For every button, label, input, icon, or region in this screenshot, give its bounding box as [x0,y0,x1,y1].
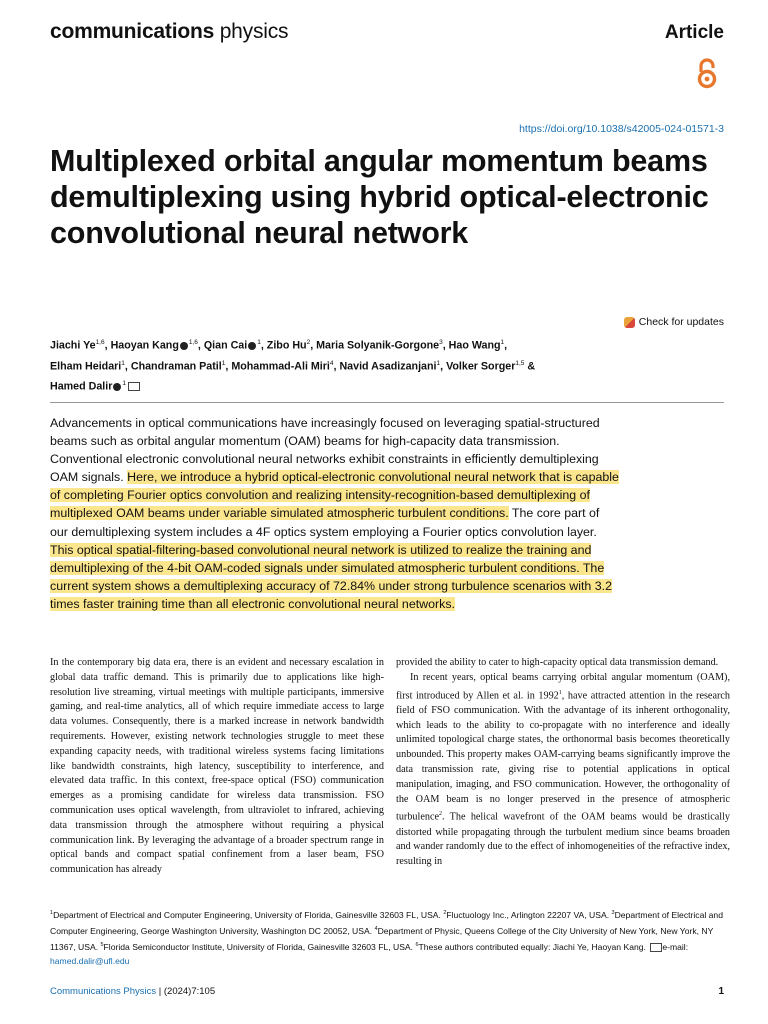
body-column-left [50,656,384,878]
author-name[interactable]: Qian Cai [203,339,248,352]
author-affiliation: 1,6 [95,339,105,346]
footer-citation: Communications Physics | (2024)7:105 [50,986,216,997]
citation-ref[interactable]: 1 [558,689,562,696]
author-name[interactable]: Navid Asadizanjani [339,360,437,373]
author-list: Jiachi Ye$^{1,6}$, Haoyan Kang $^{1,6}$, Qian Cai $^1$, Zibo Hu$^2$, Maria Solyanik-Gorgone$^3$, Hao Wang$^1$, Elham Heidari$^1$, Chandraman Patil$^1$, Mohammad-Ali Miri$^4$, Navid Asadizanjani$^1$, Volker Sorger$^{1,5}$ & Hamed Dalir $^1$ [50,339,536,393]
body-paragraph: provided the ability to cater to high-capacity optical data transmission demand. [396,657,719,668]
author-affiliation: 2 [306,339,311,346]
affiliations-footnote: $^1$Department of Electrical and Computer Engineering, University of Florida, Gainesville 32603 FL, USA. $^2$Fluctuology Inc., Arlington 22207 VA, USA. $^3$Department of Electrical and Computer Engineering, George Washington University, Washington DC 20052, USA. $^4$Department of Physic, Queens College of the City University of New York, New York, NY 11367, USA. $^5$Florida Semiconductor Institute, University of Florida, Gainesville 32603 FL, USA. $^6$These authors contributed equally: Jiachi Ye, Haoyan Kang. e-mail: hamed.dalir@ufl.edu [50,909,723,966]
body-paragraph: In recent years, optical beams carrying orbital angular momentum (OAM), first introduced by Allen et al. in 1992$^1$, have attracted attention in the research field of FSO communication. With the advantage of its inherent orthogonality, which leads to the ability to co-propagate with no interference and ideally unlimited topological charge states, the orthonormal basis becomes theoretically unbounded. This property makes OAM-carrying beams significantly improve the data transmission rate, giving rise to potential applications in optical manipulation, imaging, and FSO communication. However, the orthogonality of the OAM beam is no longer preserved in the presence of atmospheric turbulence$^2$. The helical wavefront of the OAM beams would be drastically distorted while propagating through the turbulent medium since beams broaden and wander randomly due to the effect of inhomogeneities of the refractive index, resulting in [396,671,730,868]
article-type-label: Article [664,22,724,43]
author-affiliation: 3 [439,339,443,346]
divider [50,402,724,403]
author-name[interactable]: Jiachi Ye [50,339,96,352]
abstract [50,414,620,613]
author-affiliation: 1 [257,339,261,346]
abstract-text: Advancements in optical communications have increasingly focused on leveraging spatial-structured beams such as orbital angular momentum (OAM) beams for high-capacity data transmission. Conventional electronic convolutional neural networks exhibit constraints in efficiently demultiplexing OAM signals. [50,416,600,485]
author-name[interactable]: Haoyan Kang [110,339,179,352]
author-name[interactable]: Hao Wang [448,339,501,352]
author-name[interactable]: Maria Solyanik-Gorgone [316,339,440,352]
abstract-text: The core part of our demultiplexing system includes a 4F optics system employing a Fourier optics convolution layer. [50,506,600,539]
author-name[interactable]: Mohammad-Ali Miri [231,360,330,373]
check-updates-icon [624,317,635,328]
body-column-right [396,656,730,870]
mail-icon [650,943,662,952]
author-name[interactable]: Chandraman Patil [130,360,222,373]
abstract-highlight: This optical spatial-filtering-based convolutional neural network is utilized to realize the training and demultiplexing of the 4-bit OAM-coded signals under simulated atmospheric turbulent conditions. The current system shows a demultiplexing accuracy of 72.84% under strong turbulence scenarios with 3.2 times faster training time than all electronic convolutional neural networks. [50,542,612,611]
page-number: 1 [718,986,724,997]
article-title: Multiplexed orbital angular momentum beams demultiplexing using hybrid optical-electronic convolutional neural network [50,144,709,250]
doi-link[interactable]: https://doi.org/10.1038/s42005-024-01571-3 [519,123,724,135]
abstract-highlight: Here, we introduce a hybrid optical-electronic convolutional neural network that is capable of completing Fourier optics convolution and realizing intensity-recognition-based demultiplexing of multiplexed OAM beams under variable simulated atmospheric turbulent conditions. [50,470,619,521]
author-name[interactable]: Zibo Hu [266,339,307,352]
orcid-icon[interactable] [248,342,256,350]
mail-icon[interactable] [128,382,140,391]
author-name[interactable]: Volker Sorger [446,360,516,373]
author-name[interactable]: Hamed Dalir [50,380,113,393]
orcid-icon[interactable] [180,342,188,350]
author-name[interactable]: Elham Heidari [50,360,122,373]
author-affiliation: 1,5 [515,359,525,367]
author-affiliation: 1,6 [188,339,198,346]
check-updates-label: Check for updates [638,316,724,328]
journal-name: communications physics [50,20,289,43]
open-access-icon[interactable] [696,58,718,90]
footer-journal-link[interactable]: Communications Physics [50,986,157,997]
author-affiliation: 1 [436,359,441,367]
author-affiliation: 1 [221,359,226,367]
citation-ref[interactable]: 2 [439,811,442,818]
author-affiliation: 1 [500,339,505,346]
author-affiliation: 4 [329,359,334,367]
author-affiliation: 1 [121,359,125,367]
body-paragraph: In the contemporary big data era, there is an evident and necessary escalation in global data traffic demand. This is primarily due to applications like high-resolution live streaming, virtual meetings with multiple participants, immersive gaming, and real-time analytics, all of which require immediate access to large data volumes. Consequently, there is a marked increase in network bandwidth requirements. However, existing network technologies struggle to meet these expanding capacity needs, with traditional wireless systems facing limitations like bandwidth constraints, high latency, susceptibility to interference, and elevated data traffic. In this context, free-space optical (FSO) communication emerges as a promising candidate for wireless data transmission. FSO communication uses optical wavelength, from ultraviolet to infrared, achieving data transmission through the atmosphere without requiring a physical communication link. By leveraging the advantage of a broader spectrum range in optical bands and compact spatial confinement from a laser beam, FSO communication has already [50,657,384,876]
author-affiliation: 1 [122,380,126,388]
orcid-icon[interactable] [113,383,121,391]
email-link[interactable]: hamed.dalir@ufl.edu [50,955,130,966]
check-for-updates-button[interactable] [624,316,724,328]
